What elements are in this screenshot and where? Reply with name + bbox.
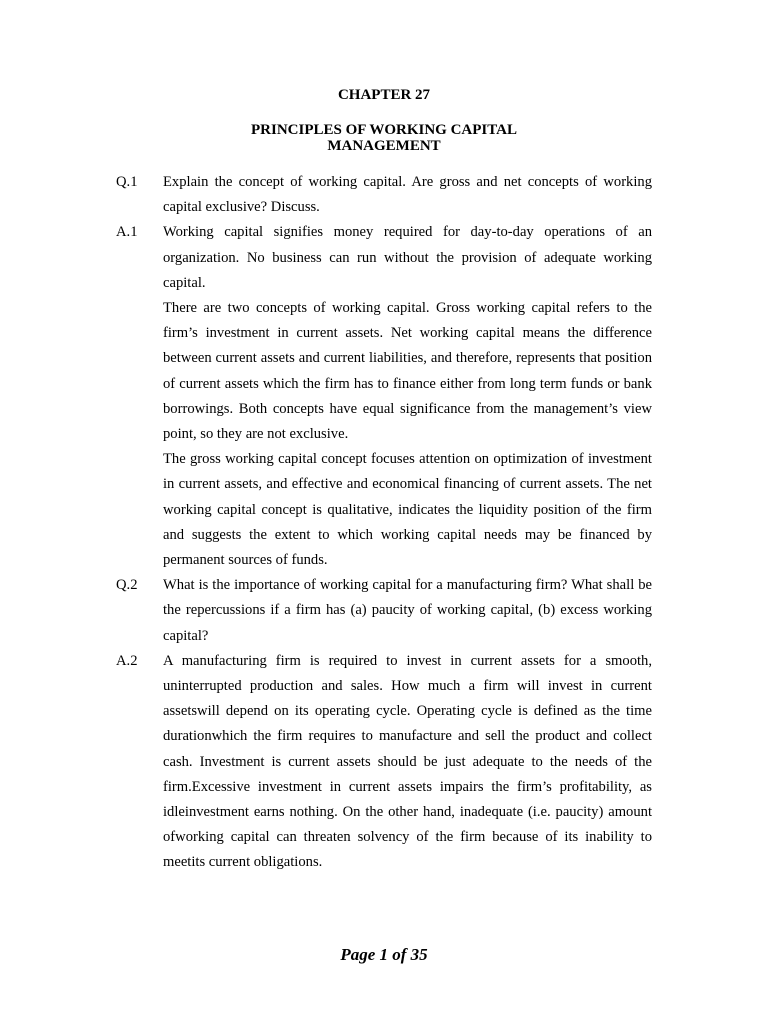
question-1-text: Explain the concept of working capital. Are gross and net concepts of working capital exclusive? Discuss.	[163, 174, 652, 216]
chapter-title	[0, 122, 768, 154]
chapter-title-line-2: MANAGEMENT	[327, 138, 441, 154]
answer-1	[116, 220, 652, 296]
question-1	[116, 170, 652, 220]
question-2-text: What is the importance of working capital for a manufacturing firm? What shall be the repercussions if a firm has (a) paucity of working capital, (b) excess working capital?	[163, 577, 652, 644]
answer-2-label: A.2	[116, 652, 138, 669]
answer-1-paragraph-2: There are two concepts of working capital. Gross working capital refers to the firm’s investment in current assets. Net working capital means the difference between current assets and current liabilities, and therefore, represents that position of current assets which the firm has to finance either from long term funds or bank borrowings. Both concepts have equal significance from the management’s view point, so they are not exclusive.	[163, 300, 652, 443]
question-2	[116, 573, 652, 649]
page-number: Page 1 of 35	[340, 945, 428, 964]
answer-1-label: A.1	[116, 224, 138, 241]
answer-1-paragraph-3: The gross working capital concept focuses attention on optimization of investment in current assets, and effective and economical financing of current assets. The net working capital concept is qualitative, indicates the liquidity position of the firm and suggests the extent to which working capital needs may be financed by permanent sources of funds.	[163, 451, 652, 569]
chapter-heading: CHAPTER 27	[337, 87, 431, 103]
answer-2	[116, 649, 652, 876]
chapter-title-line-1: PRINCIPLES OF WORKING CAPITAL	[250, 122, 517, 138]
question-1-label: Q.1	[116, 174, 138, 190]
answer-1-paragraph-1: Working capital signifies money required for day-to-day operations of an organization. No business can run without the provision of adequate working capital.	[163, 224, 652, 291]
document-body	[116, 170, 652, 876]
answer-2-text: A manufacturing firm is required to invest in current assets for a smooth, uninterrupted production and sales. How much a firm will invest in current assetswill depend on its operating cycle. Operating cycle is defined as the time durationwhich the firm requires to manufacture and sell the product and collect cash. Investment is current assets should be just adequate to the needs of the firm.Excessive investment in current assets impairs the firm’s profitability, as idleinvestment earns nothing. On the other hand, inadequate (i.e. paucity) amount ofworking capital can threaten solvency of the firm because of its inability to meetits current obligations.	[163, 652, 652, 871]
question-2-label: Q.2	[116, 577, 138, 594]
